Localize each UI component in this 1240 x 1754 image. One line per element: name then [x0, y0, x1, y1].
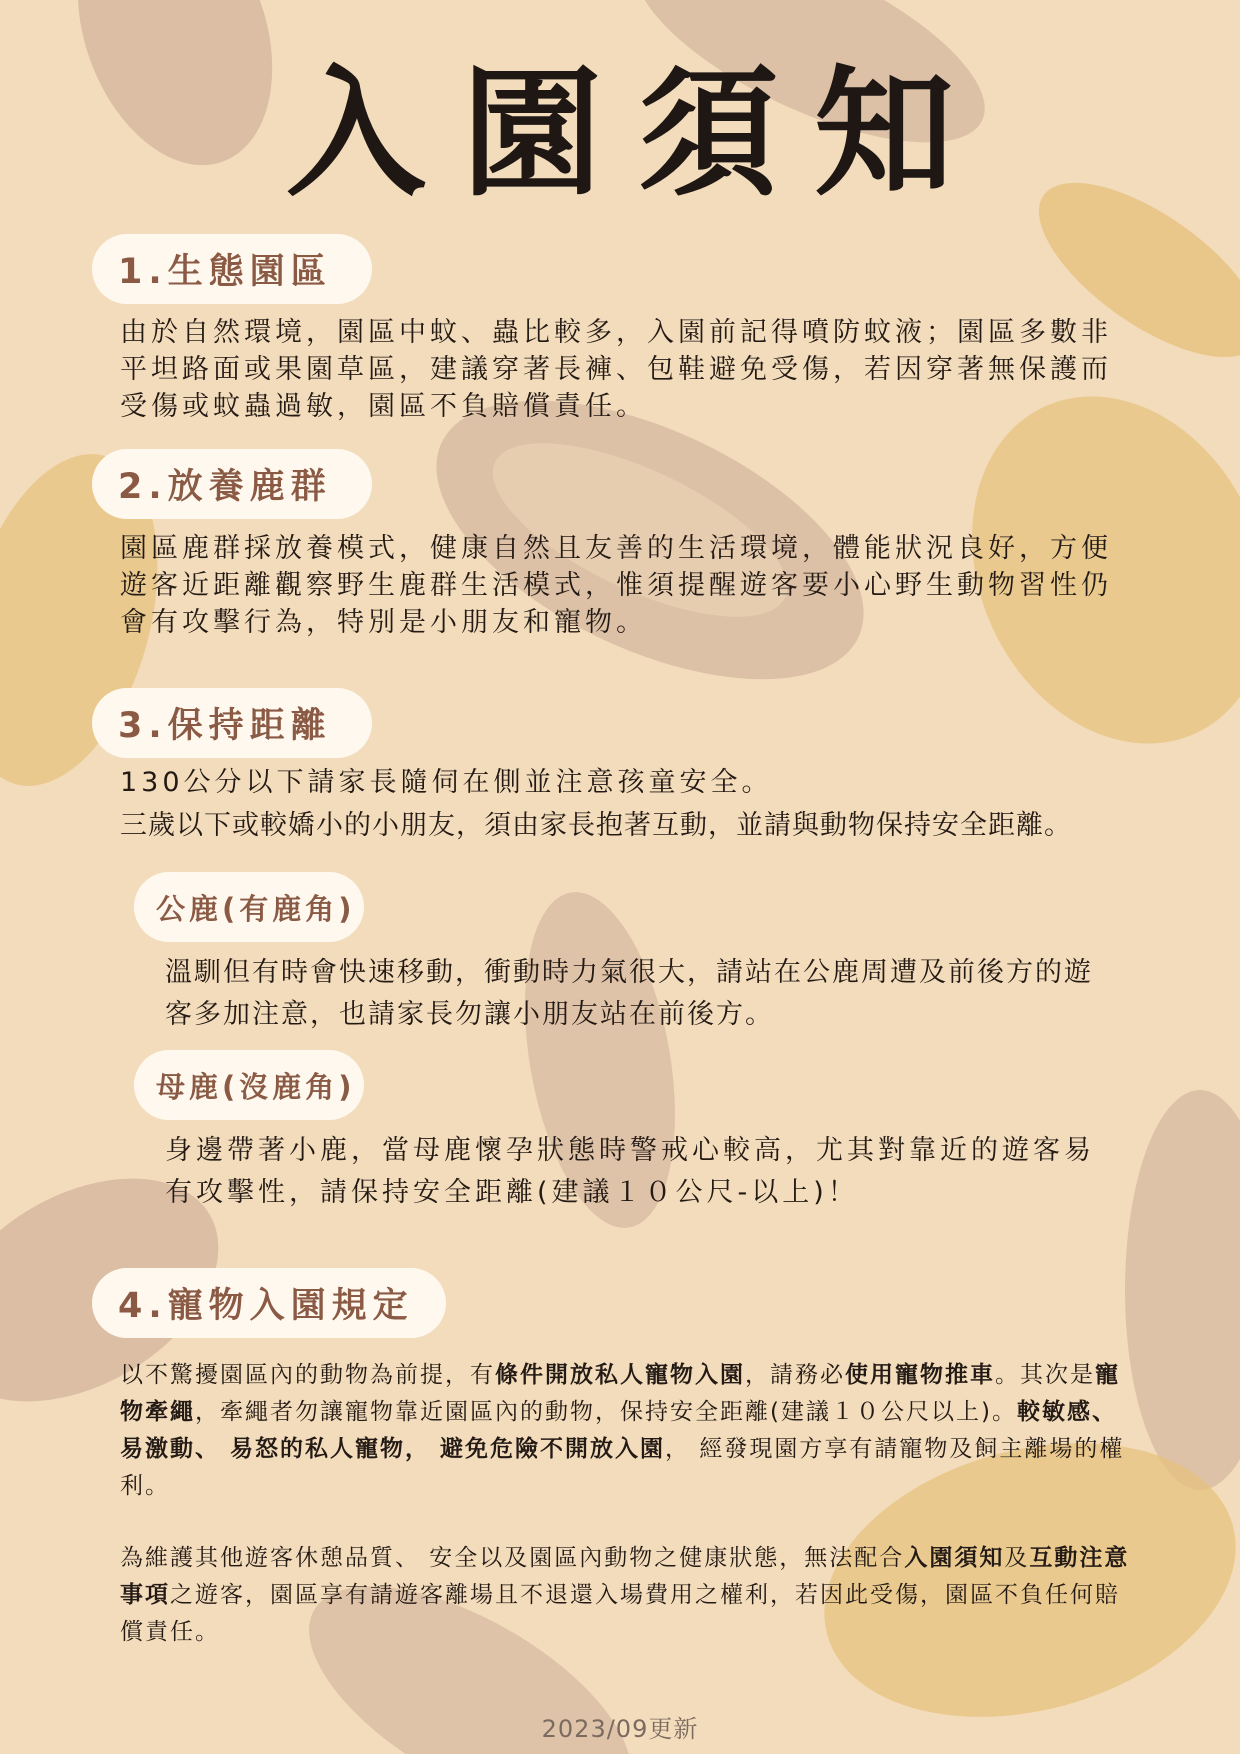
section-4-paragraph-1 [120, 1357, 1140, 1505]
doe-body [165, 1130, 1105, 1214]
text-run: 及 [1004, 1545, 1030, 1571]
doe-text: 身邊帶著小鹿，當母鹿懷孕狀態時警戒心較高，尤其對靠近的遊客易有攻擊性，請保持安全距離(建議１０公尺-以上)！ [165, 1135, 1095, 1208]
section-2-body [120, 530, 1140, 641]
text-run: 以不驚擾園區內的動物為前提，有 [120, 1362, 495, 1388]
emphasis-run: 條件開放私人寵物入園 [495, 1362, 745, 1388]
section-4-heading: 4.寵物入園規定 [92, 1268, 446, 1338]
doe-heading: 母鹿(沒鹿角) [134, 1050, 364, 1120]
text-run: 之遊客，園區享有請遊客離場且不退還入場費用之權利，若因此受傷，園區不負任何賠償責任。 [120, 1582, 1120, 1645]
section-1-text: 由於自然環境，園區中蚊、蟲比較多，入園前記得噴防蚊液；園區多數非平坦路面或果園草區，建議穿著長褲、包鞋避免受傷，若因穿著無保護而受傷或蚊蟲過敏，園區不負賠償責任。 [120, 317, 1112, 422]
section-3-heading: 3.保持距離 [92, 688, 372, 758]
text-run: ，請務必 [745, 1362, 845, 1388]
emphasis-run: 使用寵物推車 [845, 1362, 995, 1388]
section-3-line-2-text: 三歲以下或較嬌小的小朋友，須由家長抱著互動，並請與動物保持安全距離。 [120, 810, 1072, 841]
section-2-text: 園區鹿群採放養模式，健康自然且友善的生活環境，體能狀況良好，方便遊客近距離觀察野生鹿群生活模式，惟須提醒遊客要小心野生動物習性仍會有攻擊行為，特別是小朋友和寵物。 [120, 533, 1112, 638]
section-4-paragraph-2 [120, 1540, 1140, 1651]
buck-heading: 公鹿(有鹿角) [134, 872, 364, 942]
emphasis-run: 寵物牽繩 [120, 1362, 1120, 1425]
section-1-body [120, 314, 1140, 425]
section-4-paragraph-2-text [120, 1540, 1140, 1651]
text-run: ，牽繩者勿讓寵物靠近園區內的動物，保持安全距離(建議１０公尺以上)。 [195, 1399, 1017, 1425]
emphasis-run: 互動注意事項 [120, 1545, 1130, 1608]
section-3-line-1 [120, 762, 1160, 804]
section-2-heading: 2.放養鹿群 [92, 449, 372, 519]
emphasis-run: 較敏感、 易激動、 易怒的私人寵物， 避免危險不開放入園 [120, 1399, 1117, 1462]
emphasis-run: 入園須知 [904, 1545, 1005, 1571]
section-1-heading: 1.生態園區 [92, 234, 372, 304]
buck-text: 溫馴但有時會快速移動，衝動時力氣很大，請站在公鹿周遭及前後方的遊客多加注意，也請家長勿讓小朋友站在前後方。 [165, 957, 1093, 1030]
section-4-paragraph-1-text [120, 1357, 1140, 1505]
text-run: 。其次是 [995, 1362, 1095, 1388]
buck-body [165, 952, 1095, 1036]
section-3-line-2 [120, 805, 1180, 847]
section-3-line-1-text: 130公分以下請家長隨伺在側並注意孩童安全。 [120, 767, 773, 798]
text-run: ， 經發現園方享有請寵物及飼主離場的權利。 [120, 1436, 1125, 1499]
update-date: 2023/09更新 [541, 1715, 699, 1743]
text-run: 為維護其他遊客休憩品質、 安全以及園區內動物之健康狀態，無法配合 [120, 1545, 905, 1571]
page-title: 入園須知 [285, 53, 990, 216]
